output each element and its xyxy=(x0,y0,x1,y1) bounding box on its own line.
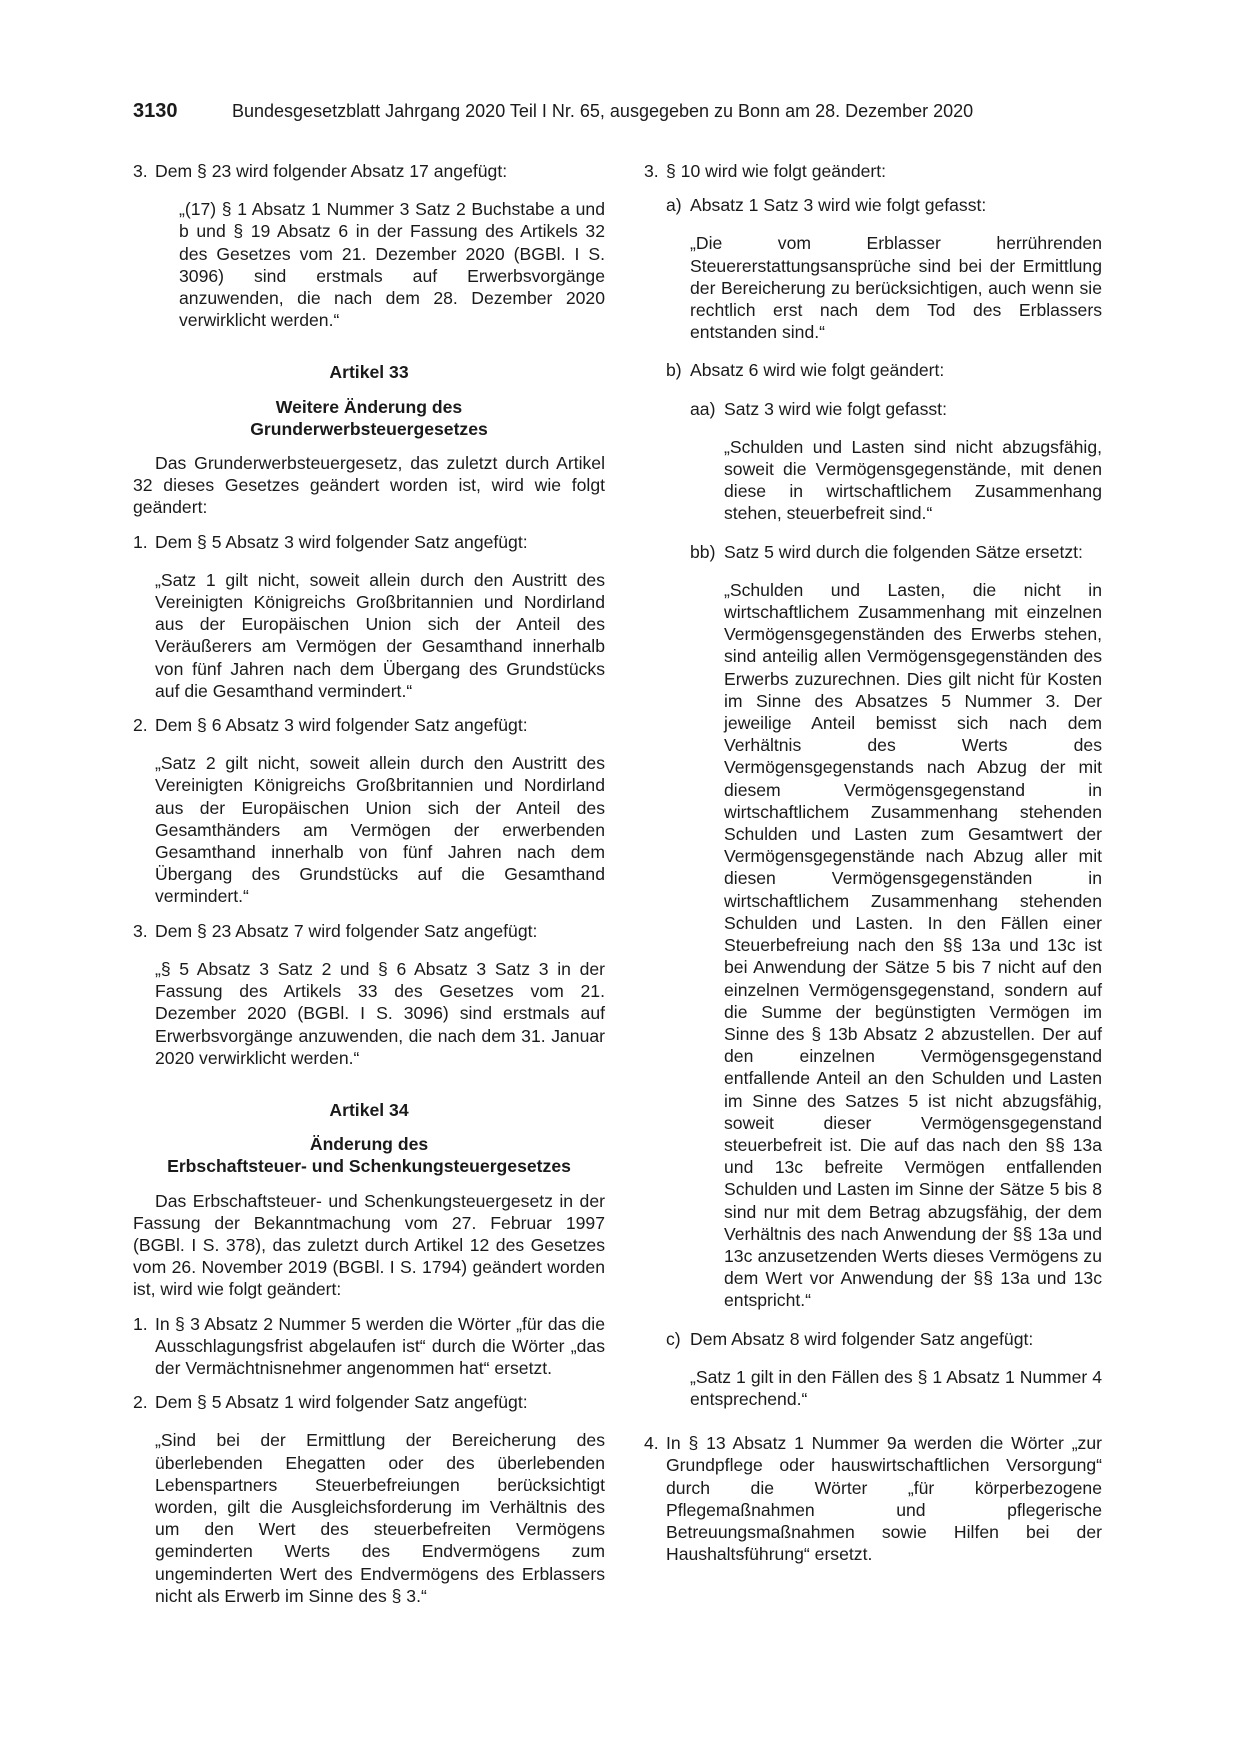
item-text: Absatz 6 wird wie folgt geändert: xyxy=(690,360,945,381)
left-column xyxy=(133,160,605,1607)
item-number: 2. xyxy=(133,1392,148,1413)
item-text: Dem § 23 Absatz 7 wird folgender Satz angefügt: xyxy=(155,920,538,941)
quoted-text: „Satz 1 gilt in den Fällen des § 1 Absatz 1 Nummer 4 entsprechend.“ xyxy=(690,1366,1102,1409)
quoted-text: „Satz 2 gilt nicht, soweit allein durch den Austritt des Vereinigten Königreichs Großbritannien und Nordirland aus der Europäischen Union sich der Anteil des Gesamthänders am Vermögen der erwerbenden Gesamthand innerhalb von fünf Jahren nach dem Übergang des Grundstücks auf die Gesamthand vermindert.“ xyxy=(155,753,605,907)
item-text: In § 3 Absatz 2 Nummer 5 werden die Wörter „für das die Ausschlagungsfrist abgelaufen ist“ durch die Wörter „das der Vermächtnisnehmer angenommen hat“ ersetzt. xyxy=(155,1313,605,1378)
item-number: 3. xyxy=(133,161,148,181)
list-item xyxy=(133,531,605,553)
list-item xyxy=(644,194,1102,216)
item-text: § 10 wird wie folgt geändert: xyxy=(666,161,887,181)
article-title: Erbschaftsteuer- und Schenkungsteuergesetzes xyxy=(167,1156,571,1177)
list-item xyxy=(133,1391,605,1413)
running-title: Bundesgesetzblatt Jahrgang 2020 Teil I Nr. 65, ausgegeben zu Bonn am 28. Dezember 2020 xyxy=(232,101,974,121)
quoted-text: „Die vom Erblasser herrührenden Steuererstattungsansprüche sind bei der Ermittlung der Bereicherung zu berücksichtigen, auch wenn sie rechtlich erst nach dem Tod des Erblassers entstanden sind.“ xyxy=(690,233,1102,343)
article-intro: Das Grunderwerbsteuergesetz, das zuletzt durch Artikel 32 dieses Gesetzes geändert worden ist, wird wie folgt geändert: xyxy=(133,453,605,518)
page-number: 3130 xyxy=(133,100,178,122)
item-text: Dem Absatz 8 wird folgender Satz angefügt: xyxy=(690,1328,1034,1349)
list-item xyxy=(644,160,1102,182)
quoted-text: „Schulden und Lasten, die nicht in wirtschaftlichem Zusammenhang mit einzelnen Vermögensgegenständen des Erwerbs stehen, sind anteilig allen Vermögensgegenständen des Erwerbs zuzurechnen. Dies gilt nicht für Kosten im Sinne des Absatzes 5 Nummer 3. Der jeweilige Anteil bemisst sich nach dem Verhältnis des Werts des Vermögensgegenstands nach Abzug der mit diesem Vermögensgegenstand in wirtschaftlichem Zusammenhang stehenden Schulden und Lasten zum Gesamtwert der Vermögensgegenstände nach Abzug aller mit diesen Vermögensgegenständen in wirtschaftlichem Zusammenhang stehenden Schulden und Lasten. In den Fällen einer Steuerbefreiung nach den §§ 13a und 13c ist bei Anwendung der Sätze 5 bis 7 nicht auf den einzelnen Vermögensgegenstand, sondern auf die Summe der begünstigten Vermögen im Sinne des § 13b Absatz 2 abzustellen. Der auf den einzelnen Vermögensgegenstand entfallende Anteil an den Schulden und Lasten im Sinne des Satzes 5 ist nicht abzugsfähig, soweit dieser Vermögensgegenstand steuerbefreit ist. Die auf das nach den §§ 13a und 13c befreite Vermögen entfallenden Schulden und Lasten im Sinne der Sätze 5 bis 8 sind nur mit dem Betrag abzugsfähig, der dem Verhältnis des nach Anwendung der §§ 13a und 13c anzusetzenden Werts dieses Vermögens zu dem Wert vor Anwendung der §§ 13a und 13c entspricht.“ xyxy=(724,579,1102,1311)
list-item xyxy=(644,398,1102,420)
list-item xyxy=(644,359,1102,381)
item-number: 2. xyxy=(133,715,148,736)
item-text: Absatz 1 Satz 3 wird wie folgt gefasst: xyxy=(690,195,987,216)
page-header xyxy=(133,100,1013,130)
item-text: Satz 5 wird durch die folgenden Sätze ersetzt: xyxy=(724,541,1083,562)
article-title: Änderung des xyxy=(309,1134,429,1155)
list-item xyxy=(133,714,605,736)
right-column xyxy=(644,160,1102,1565)
item-letter: c) xyxy=(666,1328,681,1349)
quoted-text: „§ 5 Absatz 3 Satz 2 und § 6 Absatz 3 Satz 3 in der Fassung des Artikels 33 des Gesetzes vom 21. Dezember 2020 (BGBl. I S. 3096) sind erstmals auf Erwerbsvorgänge anzuwenden, die nach dem 31. Januar 2020 verwirklicht werden.“ xyxy=(155,958,605,1068)
list-item xyxy=(644,541,1102,563)
quoted-text: „Satz 1 gilt nicht, soweit allein durch den Austritt des Vereinigten Königreichs Großbritannien und Nordirland aus der Europäischen Union sich der Anteil des Veräußerers am Vermögen der Gesamthand innerhalb von fünf Jahren nach dem Übergang des Grundstücks auf die Gesamthand vermindert.“ xyxy=(155,569,605,701)
item-number: 3. xyxy=(133,920,148,941)
list-item xyxy=(133,920,605,942)
item-text: Dem § 6 Absatz 3 wird folgender Satz angefügt: xyxy=(155,715,528,736)
article-number: Artikel 34 xyxy=(329,1099,409,1120)
list-item xyxy=(644,1432,1102,1565)
list-item xyxy=(644,1328,1102,1350)
item-text: Dem § 23 wird folgender Absatz 17 angefügt: xyxy=(155,161,508,181)
list-item xyxy=(133,1313,605,1380)
item-letter: b) xyxy=(666,360,682,381)
quoted-text: „Schulden und Lasten sind nicht abzugsfähig, soweit die Vermögensgegenstände, mit denen diese in wirtschaftlichem Zusammenhang stehen, steuerbefreit sind.“ xyxy=(724,436,1102,524)
article-number: Artikel 33 xyxy=(329,362,409,383)
item-text: Satz 3 wird wie folgt gefasst: xyxy=(724,398,947,419)
article-title: Grunderwerbsteuergesetzes xyxy=(250,418,488,439)
item-text: Dem § 5 Absatz 1 wird folgender Satz angefügt: xyxy=(155,1392,528,1413)
item-letter: bb) xyxy=(690,541,716,562)
item-number: 4. xyxy=(644,1433,659,1454)
item-number: 3. xyxy=(644,161,659,181)
item-letter: a) xyxy=(666,195,682,216)
list-item xyxy=(133,160,605,182)
article-intro: Das Erbschaftsteuer- und Schenkungsteuergesetz in der Fassung der Bekanntmachung vom 27. Februar 1997 (BGBl. I S. 378), das zuletzt durch Artikel 12 des Gesetzes vom 26. November 2019 (BGBl. I S. 1794) geändert worden ist, wird wie folgt geändert: xyxy=(133,1190,605,1300)
quoted-text: „(17) § 1 Absatz 1 Nummer 3 Satz 2 Buchstabe a und b und § 19 Absatz 6 in der Fassung des Artikels 32 des Gesetzes vom 21. Dezember 2020 (BGBl. I S. 3096) sind erstmals auf Erwerbsvorgänge anzuwenden, die nach dem 28. Dezember 2020 verwirklicht werden.“ xyxy=(179,199,605,331)
item-number: 1. xyxy=(133,1313,148,1334)
item-letter: aa) xyxy=(690,398,716,419)
item-text: Dem § 5 Absatz 3 wird folgender Satz angefügt: xyxy=(155,531,528,552)
item-text: In § 13 Absatz 1 Nummer 9a werden die Wörter „zur Grundpflege oder hauswirtschaftlichen Versorgung“ durch die Wörter „für körperbezogene Pflegemaßnahmen und pflegerische Betreuungsmaßnahmen sowie Hilfen bei der Haushaltsführung“ ersetzt. xyxy=(666,1433,1102,1565)
article-title: Weitere Änderung des xyxy=(275,396,463,417)
item-number: 1. xyxy=(133,531,148,552)
quoted-text: „Sind bei der Ermittlung der Bereicherung des überlebenden Ehegatten oder des überlebenden Lebenspartners Steuerbefreiungen berücksichtigt worden, gilt die Ausgleichsforderung im Verhältnis des um den Wert des steuerbefreiten Vermögens geminderten Werts des Endvermögens zum ungeminderten Wert des Endvermögens des Erblassers nicht als Erwerb im Sinne des § 3.“ xyxy=(155,1430,605,1606)
